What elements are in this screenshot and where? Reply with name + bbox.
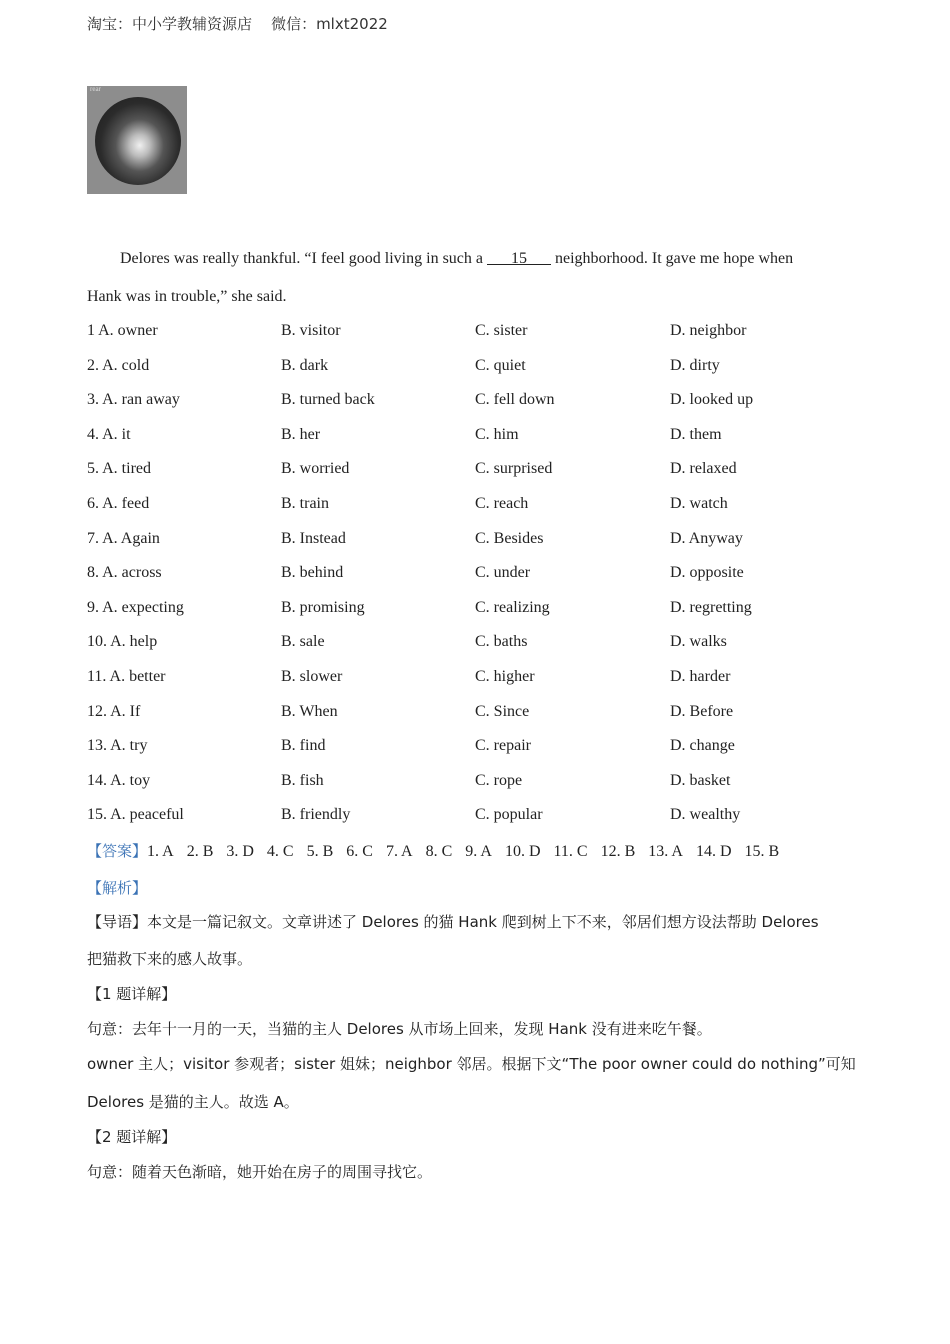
page-header: 淘宝：中小学教辅资源店 微信：mlxt2022	[87, 15, 388, 33]
option-c: C. Since	[475, 702, 530, 720]
intro-line-2: 把猫救下来的感人故事。	[87, 950, 253, 968]
option-c: C. realizing	[475, 598, 550, 616]
option-a: 10. A. help	[87, 633, 158, 651]
option-b: B. behind	[281, 564, 344, 582]
option-a: 13. A. try	[87, 737, 148, 755]
answer-item: 3. D	[226, 843, 254, 860]
option-d: D. Anyway	[670, 529, 743, 547]
q2-heading: 【2 题详解】	[87, 1128, 177, 1146]
option-c: C. under	[475, 564, 531, 582]
analysis-label: 【解析】	[87, 879, 148, 897]
q1-explain-line-1: owner 主人；visitor 参观者；sister 姐妹；neighbor 邻居。根据下文“The poor owner could do nothing”可知	[87, 1055, 856, 1073]
passage-text-after-blank: neighborhood. It gave me hope when	[551, 250, 794, 267]
option-d: D. harder	[670, 668, 731, 685]
option-a: 8. A. across	[87, 564, 162, 582]
option-c: C. surprised	[475, 460, 553, 478]
answer-item: 11. C	[553, 843, 588, 860]
passage-text-before-blank: Delores was really thankful. “I feel good living in such a	[120, 250, 487, 267]
option-a: 6. A. feed	[87, 495, 150, 512]
answer-item: 1. A	[147, 843, 174, 860]
answer-item: 9. A	[465, 843, 492, 860]
option-a: 9. A. expecting	[87, 598, 184, 616]
answer-item: 15. B	[744, 843, 780, 860]
option-c: C. higher	[475, 668, 535, 685]
answer-item: 4. C	[266, 843, 294, 860]
intro-line-1: 【导语】本文是一篇记叙文。文章讲述了 Delores 的猫 Hank 爬到树上下不来，邻居们想方设法帮助 Delores	[87, 913, 819, 931]
portrait-circle	[95, 97, 181, 185]
option-a: 15. A. peaceful	[87, 806, 184, 824]
answer-item: 6. C	[346, 843, 373, 860]
q1-heading: 【1 题详解】	[87, 985, 177, 1003]
answer-item: 12. B	[600, 843, 636, 860]
option-c: C. sister	[475, 322, 528, 339]
answer-item: 14. D	[695, 843, 732, 860]
option-b: B. Instead	[281, 529, 346, 547]
option-c: C. Besides	[475, 529, 544, 547]
option-d: D. dirty	[670, 356, 720, 374]
option-c: C. popular	[475, 806, 543, 824]
passage-line-2: Hank was in trouble,” she said.	[87, 288, 287, 305]
option-d: D. change	[670, 737, 735, 755]
q2-meaning: 句意：随着天色渐暗，她开始在房子的周围寻找它。	[87, 1163, 433, 1181]
option-b: B. visitor	[281, 322, 341, 339]
answer-item: 2. B	[186, 843, 214, 860]
option-a: 1 A. owner	[87, 322, 158, 339]
option-a: 5. A. tired	[87, 460, 151, 478]
option-a: 4. A. it	[87, 425, 131, 443]
option-c: C. baths	[475, 633, 528, 651]
option-c: C. reach	[475, 495, 529, 512]
option-d: D. wealthy	[670, 806, 741, 824]
option-a: 14. A. toy	[87, 771, 151, 789]
option-b: B. find	[281, 737, 326, 755]
option-b: B. sale	[281, 633, 325, 651]
option-b: B. promising	[281, 598, 365, 616]
option-a: 2. A. cold	[87, 356, 150, 374]
option-c: C. repair	[475, 737, 531, 755]
option-b: B. worried	[281, 460, 350, 478]
photo-caption: rear	[90, 86, 101, 93]
answer-item: 13. A	[648, 843, 683, 860]
option-d: D. them	[670, 425, 722, 443]
answer-item: 5. B	[306, 843, 334, 860]
option-b: B. her	[281, 425, 321, 443]
answer-item: 8. C	[425, 843, 453, 860]
option-c: C. fell down	[475, 391, 555, 409]
option-c: C. quiet	[475, 356, 526, 374]
option-b: B. fish	[281, 771, 324, 789]
option-c: C. him	[475, 425, 519, 443]
q1-meaning: 句意：去年十一月的一天，当猫的主人 Delores 从市场上回来，发现 Hank 没有进来吃午餐。	[87, 1020, 712, 1038]
option-b: B. train	[281, 495, 329, 512]
option-d: D. watch	[670, 495, 728, 512]
option-d: D. opposite	[670, 564, 744, 582]
option-d: D. relaxed	[670, 460, 737, 478]
answer-items	[147, 843, 792, 860]
option-d: D. neighbor	[670, 322, 747, 339]
option-b: B. friendly	[281, 806, 351, 824]
option-d: D. basket	[670, 771, 731, 789]
option-a: 11. A. better	[87, 668, 166, 685]
cat-owner-photo	[87, 86, 187, 194]
option-a: 3. A. ran away	[87, 391, 180, 409]
option-a: 7. A. Again	[87, 529, 160, 547]
answer-item: 10. D	[504, 843, 541, 860]
option-d: D. Before	[670, 702, 734, 720]
option-d: D. regretting	[670, 598, 752, 616]
option-d: D. walks	[670, 633, 727, 651]
option-b: B. slower	[281, 668, 343, 685]
option-d: D. looked up	[670, 391, 754, 409]
answer-line	[87, 840, 792, 861]
option-b: B. dark	[281, 356, 329, 374]
option-b: B. When	[281, 702, 338, 720]
option-a: 12. A. If	[87, 702, 141, 720]
option-b: B. turned back	[281, 391, 375, 409]
answer-label: 【答案】	[87, 842, 148, 860]
q1-explain-line-2: Delores 是猫的主人。故选 A。	[87, 1093, 299, 1111]
answer-item: 7. A	[385, 843, 413, 860]
passage-line-1	[120, 250, 793, 268]
blank-15: 15	[487, 250, 551, 267]
option-c: C. rope	[475, 771, 523, 789]
